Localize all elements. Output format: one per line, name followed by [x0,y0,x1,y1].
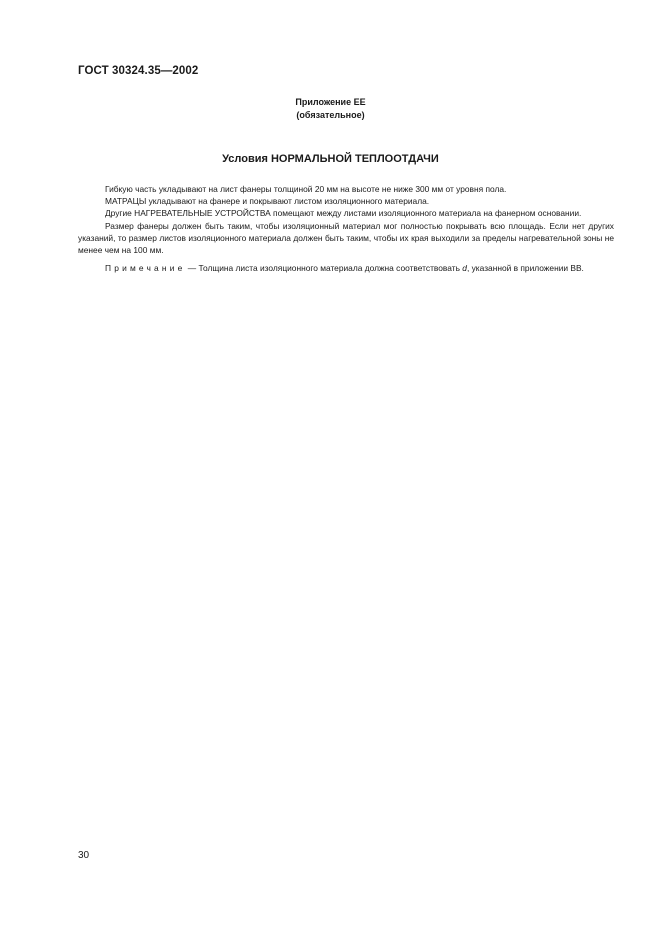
note-text-after: , указанной в приложении ВВ. [466,263,584,274]
body-text [78,183,614,274]
paragraph-2: МАТРАЦЫ укладывают на фанере и покрывают листом изоляционного материала. [105,196,430,207]
annex-title: Приложение ЕЕ [295,97,366,107]
note-paragraph [78,262,614,274]
note-text-before: Толщина листа изоляционного материала должна соответствовать [198,263,463,274]
paragraph-4: Размер фанеры должен быть таким, чтобы изоляционный материал мог полностью покрывать всю площадь. Если нет других указаний, то размер листов изоляционного материала должен быть таким, чтобы их края выходили за пределы нагревательной зоны не менее чем на 100 мм. [78,220,614,256]
standard-header: ГОСТ 30324.35—2002 [78,65,199,77]
note-symbol: d [462,263,467,274]
paragraph-3: Другие НАГРЕВАТЕЛЬНЫЕ УСТРОЙСТВА помещают между листами изоляционного материала на фанерном основании. [105,208,582,219]
annex-status: (обязательное) [296,110,365,120]
annex-heading [0,96,661,122]
page-number: 30 [78,850,90,861]
section-title: Условия НОРМАЛЬНОЙ ТЕПЛООТДАЧИ [222,153,439,165]
note-label: Примечание [105,263,186,274]
note-dash: — [185,263,199,274]
paragraph-1: Гибкую часть укладывают на лист фанеры толщиной 20 мм на высоте не ниже 300 мм от уровня пола. [105,184,507,194]
